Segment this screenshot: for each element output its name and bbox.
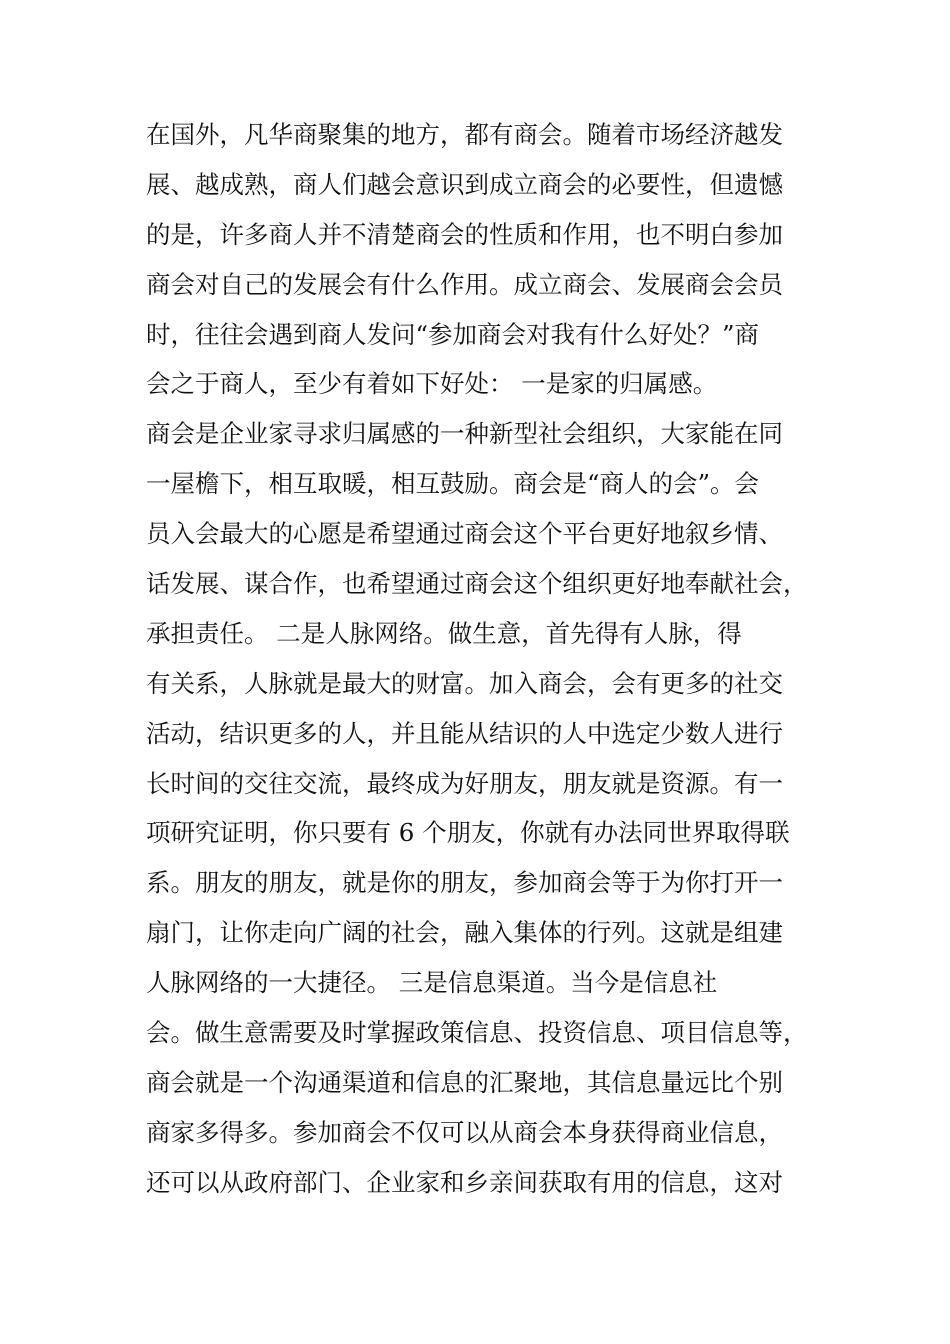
text-line: 长时间的交往交流，最终成为好朋友，朋友就是资源。有一 [146, 768, 783, 798]
text-line: 系。朋友的朋友，就是你的朋友，参加商会等于为你打开一 [146, 868, 783, 898]
text-line: 商会对自己的发展会有什么作用。成立商会、发展商会会员 [146, 269, 783, 299]
text-line: 商会就是一个沟通渠道和信息的汇聚地，其信息量远比个别 [146, 1067, 783, 1097]
text-line: 扇门，让你走向广阔的社会，融入集体的行列。这就是组建 [146, 918, 783, 948]
text-line: 一屋檐下，相互取暖，相互鼓励。商会是“商人的会”。会 [146, 469, 760, 499]
text-line: 商家多得多。参加商会不仅可以从商会本身获得商业信息， [146, 1117, 783, 1147]
text-line: 会。做生意需要及时掌握政策信息、投资信息、项目信息等， [146, 1018, 808, 1048]
text-line: 员入会最大的心愿是希望通过商会这个平台更好地叙乡情、 [146, 519, 783, 549]
text-line: 承担责任。 二是人脉网络。做生意，首先得有人脉，得 [146, 618, 742, 648]
text-line: 活动，结识更多的人，并且能从结识的人中选定少数人进行 [146, 718, 783, 748]
body-text [146, 110, 816, 1208]
text-line: 项研究证明，你只要有 6 个朋友，你就有办法同世界取得联 [146, 818, 790, 848]
text-line: 在国外，凡华商聚集的地方，都有商会。随着市场经济越发 [146, 120, 783, 149]
text-line: 有关系，人脉就是最大的财富。加入商会，会有更多的社交 [146, 668, 783, 698]
text-line: 时，往往会遇到商人发问“参加商会对我有什么好处？”商 [146, 319, 760, 349]
text-line: 会之于商人，至少有着如下好处： 一是家的归属感。 [146, 369, 718, 399]
text-line: 展、越成熟，商人们越会意识到成立商会的必要性，但遗憾 [146, 169, 783, 199]
text-line: 的是，许多商人并不清楚商会的性质和作用，也不明白参加 [146, 219, 783, 249]
text-line: 人脉网络的一大捷径。 三是信息渠道。当今是信息社 [146, 968, 718, 998]
text-line: 商会是企业家寻求归属感的一种新型社会组织，大家能在同 [146, 419, 783, 449]
text-line: 话发展、谋合作，也希望通过商会这个组织更好地奉献社会， [146, 569, 808, 599]
text-line: 还可以从政府部门、企业家和乡亲间获取有用的信息，这对 [146, 1167, 783, 1197]
